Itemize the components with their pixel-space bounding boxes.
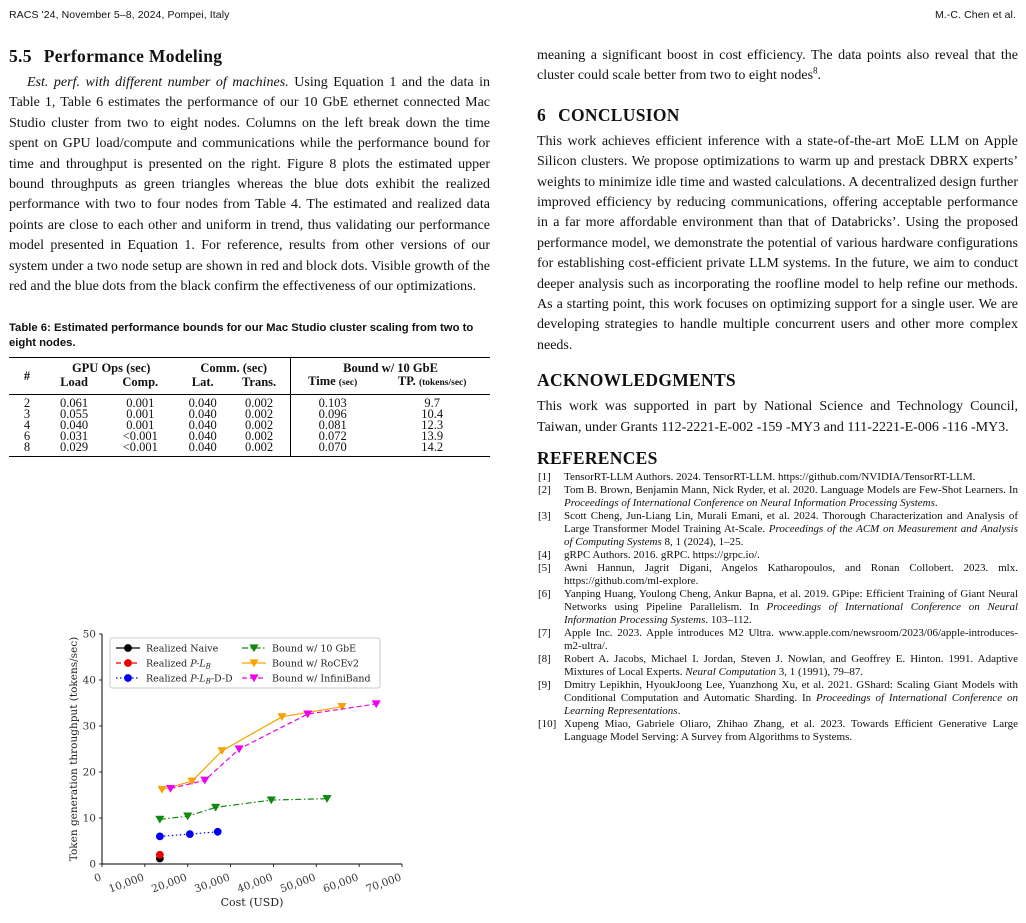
table-row: 4 0.040 0.001 0.040 0.002 0.081 12.3 (23, 418, 444, 433)
reference-text: Apple Inc. 2023. Apple introduces M2 Ultra. www.apple.com/newsroom/2023/06/apple-introduces-m2-ultra/. (564, 627, 1018, 653)
reference-venue: Proceedings of the ACM on Measurement and Analysis of Computing Systems (564, 523, 1018, 549)
data-point (156, 851, 163, 858)
table-caption: Table 6: Estimated performance bounds for our Mac Studio cluster scaling from two to eight nodes. (9, 322, 474, 350)
y-tick-label: 0 (89, 858, 96, 871)
left-column (9, 46, 490, 457)
reference-number: [1] (538, 471, 551, 484)
series-4 (158, 703, 346, 793)
x-tick-label: 10,000 (107, 871, 146, 896)
running-header-authors: M.-C. Chen et al. (934, 9, 1016, 21)
series-5 (166, 701, 380, 793)
table-head-trans: Trans. (241, 375, 277, 390)
table-head-time: Time (sec) (291, 375, 375, 395)
reference-text: Dmitry Lepikhin, HyoukJoong Lee, Yuanzhong Xu, et al. 2021. GShard: Scaling Giant Models with Conditional Computation and Automatic Sharding. In (564, 679, 1018, 705)
reference-number: [2] (538, 484, 551, 497)
legend-label-part: -D (221, 673, 233, 685)
table-head-throughput: TP. (tokens/sec) (397, 374, 467, 389)
reference-number: [4] (538, 549, 551, 562)
paragraph-body: Using Equation 1 and the data in Table 1, Table 6 estimates the performance of our 10 GbE ethernet connected Mac Studio cluster from two to eight nodes. Columns on the left break down the time spent on GPU load/compute and communications while the performance bound for time and throughput is presented on the right. Figure 8 plots the estimated upper bound throughputs as green triangles whereas the blue dots exhibit the realized performance with two to four nodes from Table 4. The estimated and realized data points are close to each other and uniform in trend, thus validating our performance model presented in Equation 1. For reference, results from other versions of our system under a two node setup are shown in red and block dots. Visible growth of the red and the blue dots from the black confirm the effectiveness of our optimizations. (9, 75, 490, 295)
footnote-mark: 8 (813, 65, 818, 76)
acknowledgments-paragraph: This work was supported in part by National Science and Technology Council, Taiwan, under Grants 112-2221-E-002 -159 -MY3 and 111-2221-E-006 -116 -MY3. (537, 399, 1018, 435)
x-tick-label: 40,000 (235, 871, 275, 896)
section-title: CONCLUSION (558, 104, 680, 125)
reference-list (537, 471, 1018, 744)
reference-item (537, 510, 1018, 549)
y-tick-label: 50 (82, 628, 96, 641)
legend-marker (125, 675, 132, 682)
section-number: 6 (537, 104, 547, 125)
reference-text: Scott Cheng, Jun-Liang Lin, Murali Emani, et al. 2024. Thorough Characterization and Analysis of Large Transformer Model Training At-Scale. (564, 510, 1018, 536)
x-tick-label: 70,000 (364, 871, 404, 896)
running-header-venue: RACS '24, November 5–8, 2024, Pompei, Italy (9, 9, 230, 21)
data-point (235, 746, 243, 753)
legend-label (146, 659, 211, 671)
reference-text: TensorRT-LLM Authors. 2024. TensorRT-LLM. https://github.com/NVIDIA/TensorRT-LLM. (564, 471, 976, 484)
legend-label (272, 659, 359, 670)
reference-text: Yanping Huang, Youlong Cheng, Ankur Bapna, et al. 2019. GPipe: Efficient Training of Giant Neural Networks using Pipeline Parallelism. In (564, 588, 1018, 614)
series-2 (156, 828, 221, 839)
reference-item (537, 679, 1018, 718)
legend (110, 638, 380, 688)
table-head-load: Load (60, 375, 89, 390)
reference-number: [8] (538, 653, 551, 666)
data-point (166, 785, 174, 792)
data-point (158, 786, 166, 793)
x-tick-label: 50,000 (278, 871, 318, 896)
data-point (156, 833, 163, 840)
reference-number: [7] (538, 627, 551, 640)
reference-item (537, 562, 1018, 588)
reference-text: Robert A. Jacobs, Michael I. Jordan, Steven J. Nowlan, and Geoffrey E. Hinton. 1991. Adaptive Mixtures of Local Experts. (564, 653, 1018, 679)
x-tick-label: 60,000 (321, 871, 361, 896)
reference-venue: Proceedings of International Conference on Neural Information Processing Systems (564, 497, 935, 510)
reference-number: [10] (538, 718, 557, 731)
chart-svg (60, 622, 450, 918)
reference-item (537, 653, 1018, 679)
x-axis-label: Cost (USD) (220, 896, 284, 909)
y-axis-label: Token generation throughput (tokens/sec) (68, 636, 80, 862)
table-row: 3 0.055 0.001 0.040 0.002 0.096 10.4 (23, 407, 444, 422)
data-point (278, 713, 286, 720)
reference-text: Xupeng Miao, Gabriele Oliaro, Zhihao Zhang, et al. 2023. Towards Efficient Generative Large Language Model Serving: A Survey from Algorithms to Systems. (564, 718, 1018, 744)
data-point (211, 804, 219, 811)
table-row: 6 0.031 <0.001 0.040 0.002 0.072 13.9 (23, 429, 444, 444)
data-point (304, 711, 312, 718)
reference-venue: Neural Computation (685, 666, 777, 679)
reference-number: [5] (538, 562, 551, 575)
legend-label-part: P-L (190, 658, 206, 670)
reference-venue: Proceedings of International Conference on Neural Information Processing Systems (564, 601, 1018, 627)
continued-paragraph: meaning a significant boost in cost efficiency. The data points also reveal that the cluster could scale better from two to eight nodes$^8$. (537, 48, 1018, 84)
legend-label (146, 674, 233, 686)
table-head-comm: Comm. (sec) (200, 361, 268, 376)
series-line (171, 704, 377, 789)
section-number: 5.5 (9, 46, 32, 66)
right-column (537, 46, 1018, 744)
legend-label-part: Realized (146, 673, 191, 685)
series-line (162, 707, 342, 790)
legend-label-part: Realized (146, 658, 191, 670)
legend-label (272, 644, 356, 655)
reference-number: [6] (538, 588, 551, 601)
x-tick-label: 30,000 (192, 871, 232, 896)
performance-modeling-paragraph (9, 73, 490, 297)
references-heading: REFERENCES (537, 448, 658, 469)
section-heading-conclusion (537, 105, 1018, 126)
table-row: 8 0.029 <0.001 0.040 0.002 0.070 14.2 (9, 442, 490, 457)
table-head-comp: Comp. (122, 375, 159, 390)
section-heading-performance-modeling (9, 46, 490, 67)
legend-label-part: P-L (190, 673, 206, 685)
legend-label-part: -D (210, 673, 222, 685)
reference-item (537, 484, 1018, 510)
section-title: Performance Modeling (43, 46, 223, 66)
reference-text: gRPC Authors. 2016. gRPC. https://grpc.io/. (564, 549, 760, 562)
acknowledgments-heading: ACKNOWLEDGMENTS (537, 370, 736, 391)
y-tick-label: 20 (82, 766, 96, 779)
reference-item (537, 718, 1018, 744)
performance-bounds-table (9, 357, 490, 457)
reference-number: [3] (538, 510, 551, 523)
table-head-bound: Bound w/ 10 GbE (291, 358, 490, 376)
x-tick-label: 0 (92, 871, 104, 886)
reference-item (537, 588, 1018, 627)
legend-label-part: Bound w/ 10 GbE (272, 643, 357, 655)
x-tick-label: 20,000 (150, 871, 189, 896)
reference-number: [9] (538, 679, 551, 692)
legend-label-part: Bound w/ RoCEv2 (272, 658, 359, 670)
conclusion-paragraph: This work achieves efficient inference with a state-of-the-art MoE LLM on Apple Silicon clusters. We propose optimizations to warm up and prestack DBRX experts’ weights to minimize idle time and wasted calculations. A decentralized design further improved efficiency by reducing communications, offering acceptable performance in a far more affordable environment than that of Databricks’. Using the proposed performance model, we demonstrate the potential of various hardware configurations for establishing cost-efficient private LLM systems. In the future, we aim to conduct deeper analysis such as incorporating the roofline model to help refine our methods. As a starting point, this work focuses on optimizing support for a single user. We are developing strategies to handle multiple concurrent users and other more complex needs. (537, 133, 1018, 353)
table-head-lat: Lat. (191, 375, 214, 390)
legend-label-part: B (205, 677, 211, 686)
data-point (214, 828, 221, 835)
reference-tail: . 103–112. (705, 614, 752, 627)
paragraph-lead: Est. perf. with different number of machines. (27, 75, 289, 90)
legend-label-part: Bound w/ InfiniBand (272, 673, 371, 685)
table-head-gpu-ops: GPU Ops (sec) (71, 361, 151, 376)
y-tick-label: 30 (82, 720, 96, 733)
y-tick-label: 40 (82, 674, 96, 687)
throughput-vs-cost-chart (60, 622, 450, 918)
reference-item (537, 471, 1018, 484)
legend-marker (125, 660, 132, 667)
legend-label (146, 644, 219, 655)
legend-label-part: Realized Naive (146, 643, 219, 655)
reference-venue: Proceedings of International Conference on Learning Representations (564, 692, 1018, 718)
legend-label-part: B (205, 662, 211, 671)
reference-item (537, 549, 1018, 562)
reference-tail: 3, 1 (1991), 79–87. (776, 666, 864, 679)
reference-text: Tom B. Brown, Benjamin Mann, Nick Ryder, et al. 2020. Language Models are Few-Shot Learners. In (564, 484, 1018, 497)
legend-marker (125, 645, 132, 652)
reference-item (537, 627, 1018, 653)
reference-text: Awni Hannun, Jagrit Digani, Angelos Katharopoulos, and Ronan Collobert. 2023. mlx. https://github.com/ml-explore. (564, 562, 1018, 588)
table-head-hash: # (23, 368, 31, 383)
legend-label (272, 674, 371, 685)
reference-tail: . (934, 497, 938, 510)
y-tick-label: 10 (82, 812, 96, 825)
reference-tail: . (677, 705, 681, 718)
series-1 (156, 851, 163, 858)
series-3 (156, 795, 332, 823)
table-row: 2 0.061 0.001 0.040 0.002 0.103 9.7 (9, 395, 490, 410)
reference-tail: 8, 1 (2024), 1–25. (661, 536, 744, 549)
series-line (160, 799, 327, 820)
data-point (186, 831, 193, 838)
